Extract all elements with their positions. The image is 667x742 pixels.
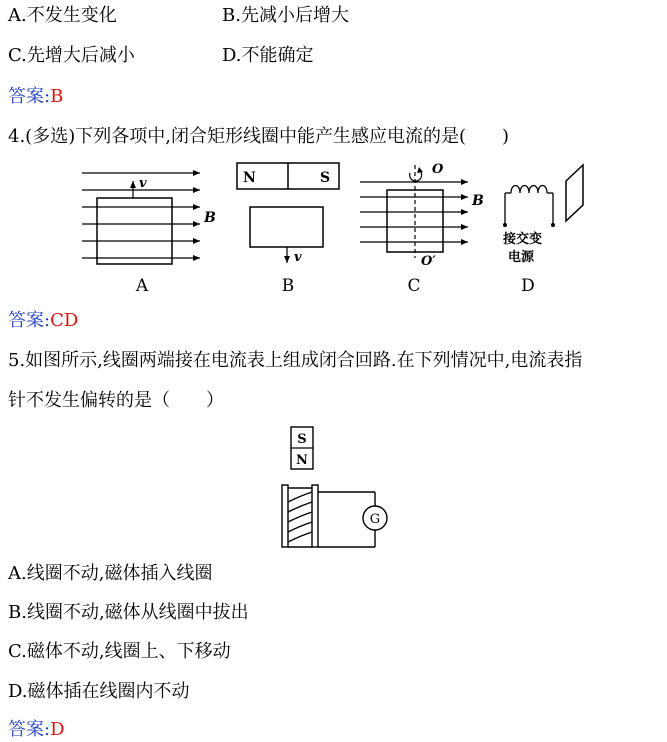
q3-option-c: C.先增大后减小 [8, 45, 135, 66]
q5-option-d: D.磁体插在线圈内不动 [8, 681, 190, 702]
q4-answer [8, 309, 78, 333]
field-label-c: B [472, 193, 484, 209]
q5-option-a: A.线圈不动,磁体插入线圈 [8, 563, 213, 584]
q5-stem-line1: 5.如图所示,线圈两端接在电流表上组成闭合回路.在下列情况中,电流表指 [8, 350, 583, 371]
field-label-a: B [204, 210, 216, 226]
answer-label: 答案: [8, 719, 51, 740]
figure-c [360, 162, 484, 269]
magnet-n-label: N [243, 170, 256, 186]
magnet-top-label: S [297, 432, 307, 447]
galvanometer-label: G [369, 512, 381, 527]
caption-b: B [281, 276, 295, 296]
caption-c: C [407, 276, 421, 296]
velocity-label-b: v [294, 250, 302, 265]
q5-option-c: C.磁体不动,线圈上、下移动 [8, 641, 231, 662]
axis-bottom-label: O′ [421, 254, 436, 269]
figure-b [237, 163, 339, 265]
figure-a [82, 173, 216, 264]
q5-stem-line2: 针不发生偏转的是（ ） [8, 390, 224, 411]
q3-option-d: D.不能确定 [222, 45, 314, 66]
q5-figure [0, 420, 667, 555]
magnet-s-label: S [320, 170, 331, 186]
caption-a: A [135, 276, 149, 296]
axis-top-label: O [432, 162, 444, 177]
source-label-line1: 接交变 [503, 232, 543, 247]
q4-figure [0, 155, 667, 305]
magnet-bottom-label: N [296, 453, 308, 468]
answer-label: 答案: [8, 86, 51, 107]
q4-stem: 4.(多选)下列各项中,闭合矩形线圈中能产生感应电流的是( ) [8, 126, 509, 147]
q5-option-b: B.线圈不动,磁体从线圈中拔出 [8, 602, 249, 623]
q3-answer [8, 85, 63, 109]
caption-d: D [521, 276, 535, 296]
velocity-label-a: v [139, 176, 147, 191]
q3-option-b: B.先减小后增大 [222, 5, 349, 26]
source-label-line2: 电源 [508, 250, 535, 265]
answer-value: CD [50, 310, 79, 331]
answer-value: B [50, 86, 64, 107]
answer-label: 答案: [8, 310, 51, 331]
q3-option-a: A.不发生变化 [8, 5, 117, 26]
q5-answer [8, 718, 65, 742]
figure-d [502, 165, 583, 265]
answer-value: D [50, 719, 65, 740]
